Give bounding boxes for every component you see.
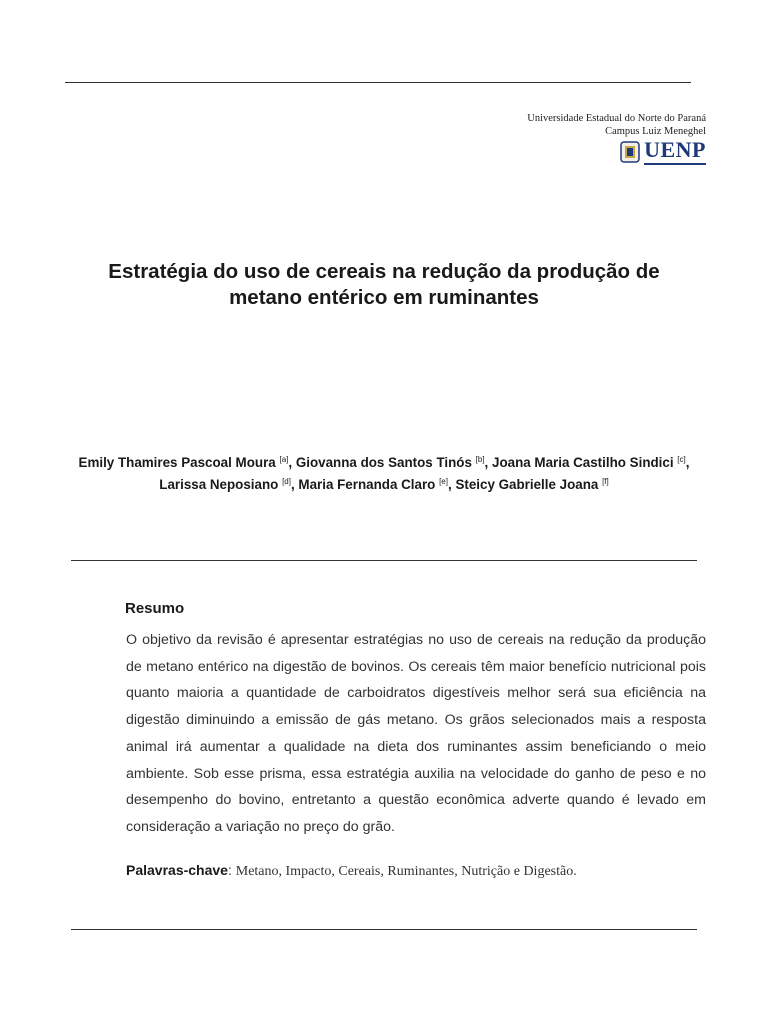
author-affiliation-mark: [d] <box>282 477 291 486</box>
campus-name: Campus Luiz Meneghel <box>605 126 706 137</box>
author-affiliation-mark: [e] <box>439 477 448 486</box>
logo-wordmark: UENP <box>644 138 706 165</box>
bottom-rule <box>71 929 697 930</box>
abstract-heading: Resumo <box>125 600 185 617</box>
abstract-text: O objetivo da revisão é apresentar estratégias no uso de cereais na redução da produção de metano entérico na digestão de bovinos. Os cereais têm maior benefício nutricional pois quanto maioria a quantidade de carboidratos digestíveis melhor será sua eficiência na digestão diminuindo a emissão de gás metano. Os grãos selecionados mais a resposta animal irá aumentar a qualidade na dieta dos ruminantes assim beneficiando o meio ambiente. Sob esse prisma, essa estratégia auxilia na velocidade do ganho de peso e no desempenho do bovino, entretanto a questão econômica adverte quando é levado em consideração a variação no preço do grão. <box>126 632 706 835</box>
keywords-separator: : <box>227 862 232 878</box>
author-name: Giovanna dos Santos Tinós <box>295 455 476 470</box>
author-name: Steicy Gabrielle Joana <box>455 477 603 492</box>
seal-icon <box>620 141 640 163</box>
section-rule <box>71 560 697 561</box>
author-affiliation-mark: [a] <box>279 455 289 464</box>
author-name: Maria Fernanda Claro <box>298 477 440 492</box>
keywords-text: Metano, Impacto, Cereais, Ruminantes, Nutrição e Digestão. <box>235 864 577 879</box>
keywords-line <box>126 862 577 880</box>
author-affiliation-mark: [c] <box>677 455 686 464</box>
author-name: Emily Thamires Pascoal Moura <box>78 455 280 470</box>
author-affiliation-mark: [b] <box>475 455 485 464</box>
institution-name: Universidade Estadual do Norte do Paraná <box>527 113 706 124</box>
article-title: Estratégia do uso de cereais na redução da produção de metano entérico em ruminantes <box>108 260 660 309</box>
author-affiliation-mark: [f] <box>602 477 609 486</box>
institution-block <box>527 112 706 138</box>
author-name: Larissa Neposiano <box>159 477 283 492</box>
top-rule <box>65 82 691 83</box>
keywords-label: Palavras-chave <box>126 862 228 878</box>
author-list: Emily Thamires Pascoal Moura [a], Giovanna dos Santos Tinós [b], Joana Maria Castilho Sindici [c], Larissa Neposiano [d], Maria Fernanda Claro [e], Steicy Gabrielle Joana [f] <box>78 455 690 492</box>
uenp-logo <box>620 138 706 165</box>
author-name: Joana Maria Castilho Sindici <box>492 455 678 470</box>
